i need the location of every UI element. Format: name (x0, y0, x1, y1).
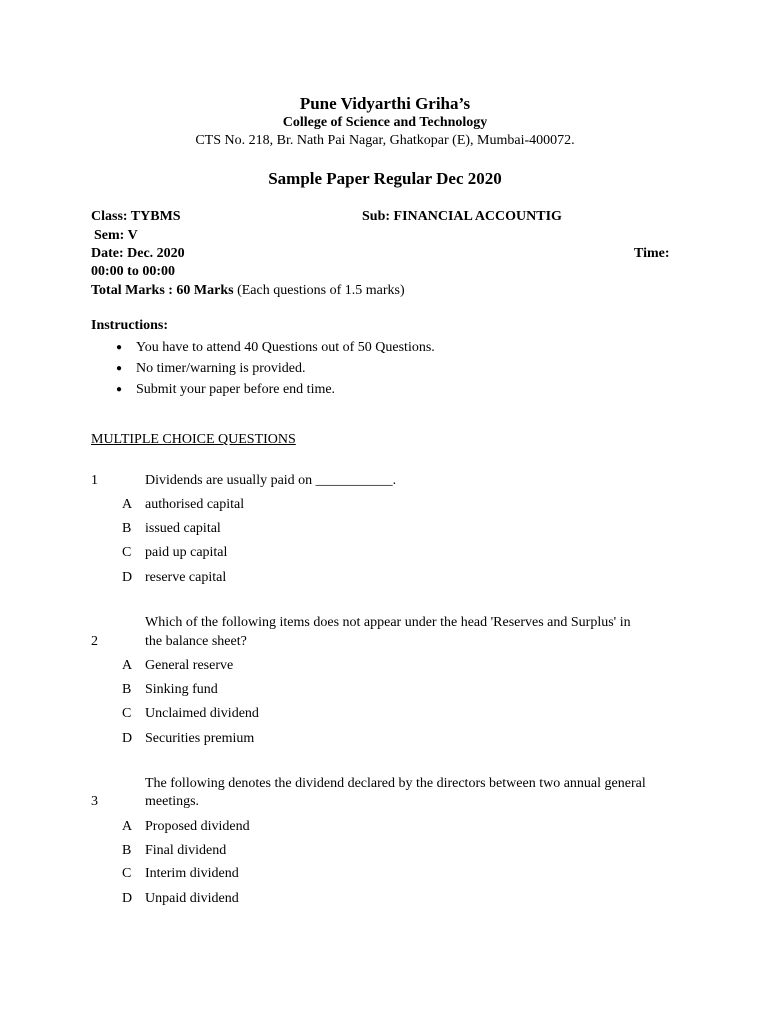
question-text: the balance sheet? (145, 634, 247, 649)
question-text: meetings. (145, 794, 200, 809)
option-letter: C (122, 866, 132, 881)
option-letter: D (122, 731, 133, 746)
section-title: MULTIPLE CHOICE QUESTIONS (91, 432, 296, 447)
instructions-heading: Instructions: (91, 318, 169, 333)
instruction-item: Submit your paper before end time. (136, 382, 336, 397)
question-number: 2 (91, 634, 98, 649)
option-letter: A (122, 819, 133, 834)
option-letter: D (122, 891, 133, 906)
option-text: Interim dividend (145, 866, 239, 881)
option-letter: D (122, 570, 133, 585)
option-text: Unpaid dividend (145, 891, 239, 906)
marks-note: (Each questions of 1.5 marks) (237, 283, 405, 298)
question-text: Which of the following items does not appear under the head 'Reserves and Surplus' in (145, 615, 631, 630)
question-number: 1 (91, 473, 98, 488)
bullet-icon: ● (116, 384, 123, 395)
bullet-icon: ● (116, 363, 123, 374)
option-letter: A (122, 658, 133, 673)
subject-label: Sub: FINANCIAL ACCOUNTIG (362, 209, 562, 224)
institution-name: Pune Vidyarthi Griha’s (299, 94, 471, 113)
option-text: Sinking fund (145, 682, 218, 697)
option-letter: B (122, 521, 132, 536)
total-marks: Total Marks : 60 Marks (91, 283, 234, 298)
class-label: Class: TYBMS (91, 209, 181, 224)
option-text: authorised capital (145, 497, 245, 512)
instruction-item: No timer/warning is provided. (136, 361, 306, 376)
option-letter: B (122, 843, 132, 858)
option-text: Securities premium (145, 731, 255, 746)
option-text: paid up capital (145, 545, 228, 560)
date-label: Date: Dec. 2020 (91, 246, 185, 261)
option-text: issued capital (145, 521, 221, 536)
option-text: General reserve (145, 658, 234, 673)
option-text: Unclaimed dividend (145, 706, 259, 721)
option-text: Proposed dividend (145, 819, 250, 834)
question-text: Dividends are usually paid on ___________. (145, 473, 397, 488)
total-marks-line (91, 283, 405, 299)
paper-title: Sample Paper Regular Dec 2020 (268, 169, 502, 188)
college-name: College of Science and Technology (282, 115, 488, 130)
college-address: CTS No. 218, Br. Nath Pai Nagar, Ghatkopar (E), Mumbai-400072. (195, 133, 575, 148)
time-value: 00:00 to 00:00 (91, 264, 175, 279)
time-label: Time: (634, 246, 670, 261)
option-text: reserve capital (145, 570, 227, 585)
question-number: 3 (91, 794, 98, 809)
option-letter: A (122, 497, 133, 512)
option-letter: B (122, 682, 132, 697)
instruction-item: You have to attend 40 Questions out of 50 Questions. (136, 340, 435, 355)
question-text: The following denotes the dividend declared by the directors between two annual general (145, 776, 646, 791)
bullet-icon: ● (116, 342, 123, 353)
semester-label: Sem: V (94, 228, 138, 243)
option-letter: C (122, 545, 132, 560)
option-letter: C (122, 706, 132, 721)
option-text: Final dividend (145, 843, 227, 858)
